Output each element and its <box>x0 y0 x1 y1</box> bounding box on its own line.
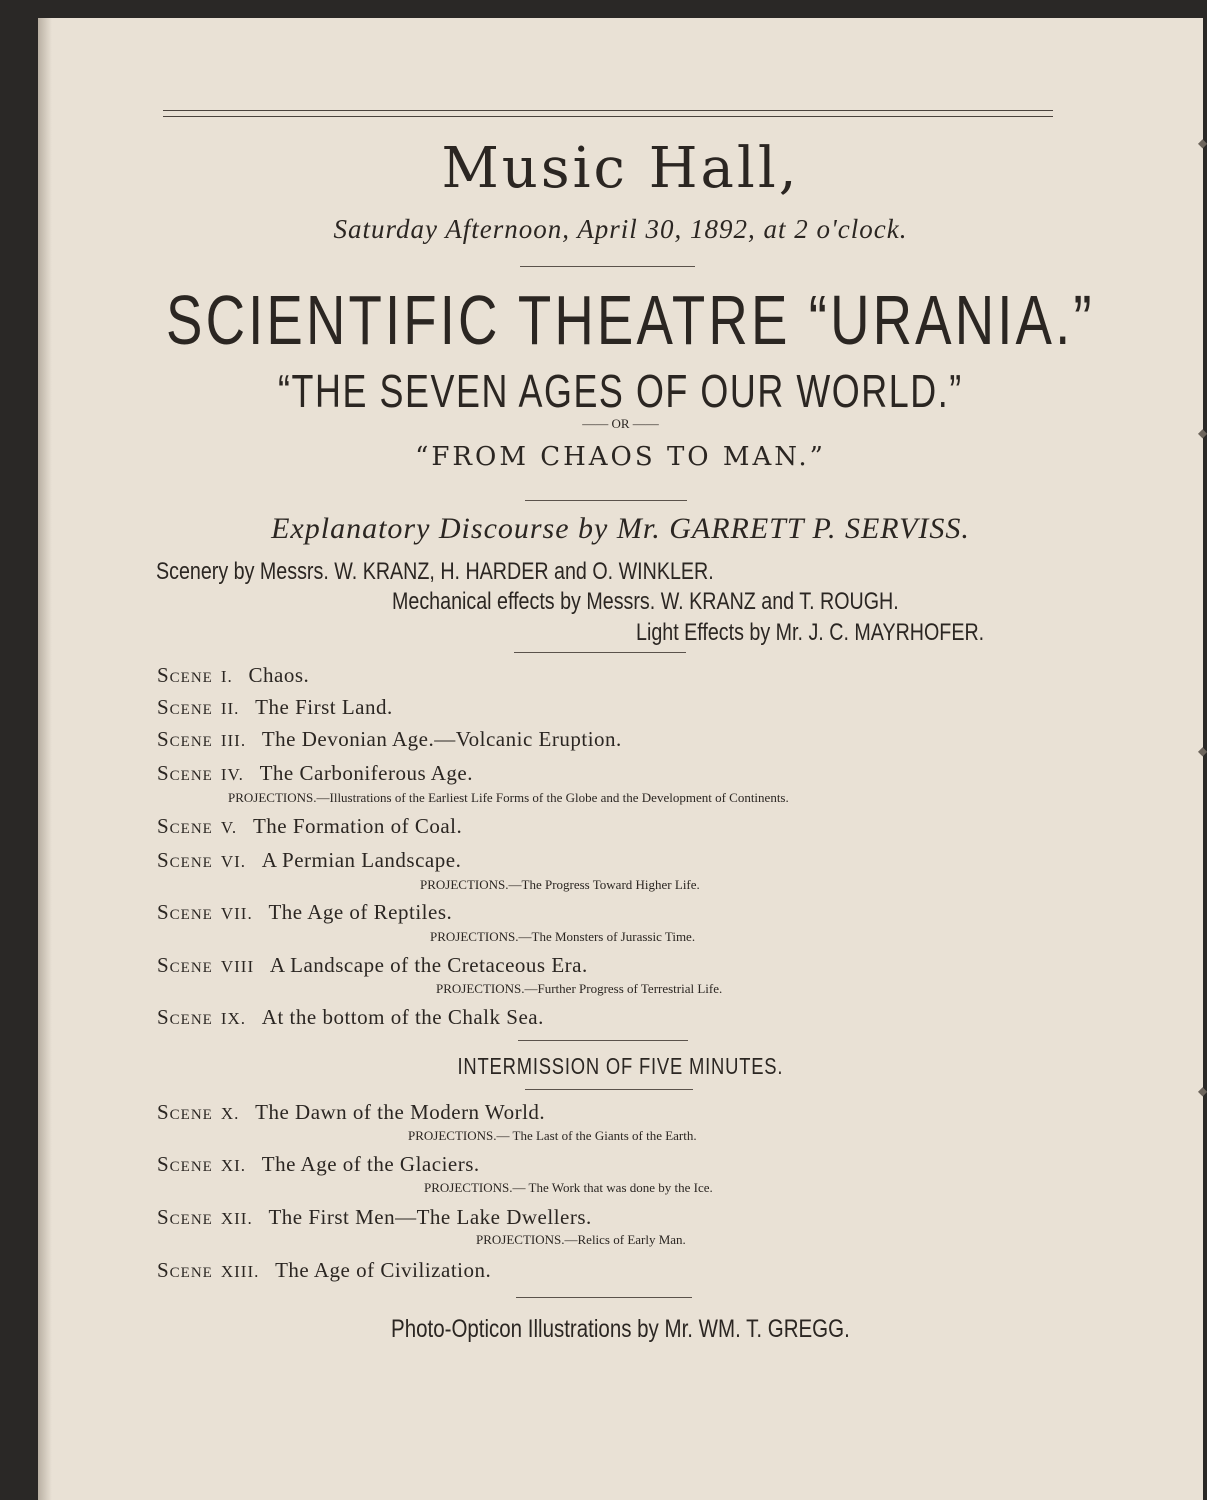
scene-label: Scene <box>157 953 213 977</box>
projection-label: PROJECTIONS. <box>424 1180 513 1195</box>
scene-row <box>157 727 622 752</box>
projection-text: — The Last of the Giants of the Earth. <box>496 1128 697 1143</box>
margin-tab-icon: ◆ <box>1198 1084 1207 1098</box>
top-double-rule <box>163 110 1053 117</box>
scene-name: The First Land. <box>255 695 393 719</box>
scene-row <box>157 814 462 839</box>
margin-tab-icon: ◆ <box>1198 744 1207 758</box>
scene-label: Scene <box>157 1205 213 1229</box>
scene-name: The Age of the Glaciers. <box>261 1152 480 1176</box>
divider <box>514 652 686 653</box>
projection-text: —The Progress Toward Higher Life. <box>508 877 700 892</box>
scene-number: III. <box>220 731 247 750</box>
scene-label: Scene <box>157 1258 213 1282</box>
divider <box>525 500 687 501</box>
scene-label: Scene <box>157 727 213 751</box>
footer-credit: Photo-Opticon Illustrations by Mr. WM. T. GREGG. <box>391 1315 850 1343</box>
light-credit: Light Effects by Mr. J. C. MAYRHOFER. <box>636 619 985 646</box>
projection-label: PROJECTIONS. <box>420 877 509 892</box>
scene-label: Scene <box>157 814 213 838</box>
projection-line <box>228 790 789 806</box>
projection-line <box>436 981 722 997</box>
scene-name: The Carboniferous Age. <box>259 761 473 785</box>
margin-tab-icon: ◆ <box>1198 136 1207 150</box>
scene-name: The First Men—The Lake Dwellers. <box>268 1205 592 1229</box>
scene-number: II. <box>220 699 240 718</box>
intermission-label: INTERMISSION OF FIVE MINUTES. <box>457 1053 784 1079</box>
scene-row <box>157 1258 491 1283</box>
venue-title: Music Hall, <box>441 136 800 201</box>
divider <box>516 1297 692 1298</box>
scene-name: The Age of Civilization. <box>275 1258 492 1282</box>
program-page <box>38 18 1207 1500</box>
divider <box>525 1089 693 1090</box>
scene-name: The Formation of Coal. <box>252 814 463 838</box>
scene-row <box>157 663 309 688</box>
scene-row <box>157 1005 544 1030</box>
divider <box>518 1040 688 1041</box>
scene-number: XI. <box>220 1156 247 1175</box>
scene-label: Scene <box>157 848 213 872</box>
scene-row <box>157 761 473 786</box>
scene-number: IX. <box>220 1009 247 1028</box>
scene-name: The Dawn of the Modern World. <box>255 1100 546 1124</box>
divider <box>520 266 695 267</box>
projection-line <box>430 929 695 945</box>
scene-number: IV. <box>220 765 244 784</box>
discourse-credit: Explanatory Discourse by Mr. GARRETT P. SERVISS. <box>271 512 970 545</box>
scene-row <box>157 900 452 925</box>
scene-name: The Age of Reptiles. <box>268 900 453 924</box>
scene-number: VIII <box>220 957 255 976</box>
projection-line <box>420 877 700 893</box>
scene-label: Scene <box>157 1100 213 1124</box>
scene-label: Scene <box>157 1005 213 1029</box>
projection-line <box>476 1232 686 1248</box>
projection-label: PROJECTIONS. <box>228 790 317 805</box>
projection-text: —The Monsters of Jurassic Time. <box>518 929 696 944</box>
scene-name: Chaos. <box>248 663 310 687</box>
scene-label: Scene <box>157 1152 213 1176</box>
projection-line <box>408 1128 697 1144</box>
scene-row <box>157 1205 592 1230</box>
scene-number: X. <box>220 1104 240 1123</box>
projection-text: —Illustrations of the Earliest Life Forms of the Globe and the Development of Continents. <box>316 790 789 805</box>
scene-number: I. <box>220 667 233 686</box>
mechanical-credit: Mechanical effects by Messrs. W. KRANZ and T. ROUGH. <box>392 588 899 615</box>
show-title: SCIENTIFIC THEATRE “URANIA.” <box>166 281 1095 359</box>
scene-row <box>157 848 461 873</box>
scene-number: VII. <box>220 904 253 923</box>
scene-name: At the bottom of the Chalk Sea. <box>261 1005 544 1029</box>
scenery-credit: Scenery by Messrs. W. KRANZ, H. HARDER and O. WINKLER. <box>156 558 714 585</box>
scene-name: The Devonian Age.—Volcanic Eruption. <box>261 727 622 751</box>
date-line: Saturday Afternoon, April 30, 1892, at 2 o'clock. <box>333 214 908 244</box>
scene-number: XIII. <box>220 1262 260 1281</box>
scene-label: Scene <box>157 761 213 785</box>
scene-label: Scene <box>157 663 213 687</box>
scene-name: A Landscape of the Cretaceous Era. <box>269 953 588 977</box>
scene-row <box>157 953 588 978</box>
or-label: —— OR —— <box>582 416 659 431</box>
scene-row <box>157 695 393 720</box>
scene-label: Scene <box>157 695 213 719</box>
scene-row <box>157 1152 480 1177</box>
scene-name: A Permian Landscape. <box>261 848 462 872</box>
projection-label: PROJECTIONS. <box>408 1128 497 1143</box>
projection-text: —Further Progress of Terrestrial Life. <box>524 981 723 996</box>
projection-label: PROJECTIONS. <box>436 981 525 996</box>
scene-number: V. <box>220 818 238 837</box>
scene-number: XII. <box>220 1209 253 1228</box>
scene-row <box>157 1100 545 1125</box>
projection-text: — The Work that was done by the Ice. <box>512 1180 713 1195</box>
projection-label: PROJECTIONS. <box>430 929 519 944</box>
alt-title: “FROM CHAOS TO MAN.” <box>415 442 826 472</box>
margin-tab-icon: ◆ <box>1198 426 1207 440</box>
projection-line <box>424 1180 713 1196</box>
projection-label: PROJECTIONS. <box>476 1232 565 1247</box>
scene-label: Scene <box>157 900 213 924</box>
projection-text: —Relics of Early Man. <box>564 1232 686 1247</box>
show-subtitle: “THE SEVEN AGES OF OUR WORLD.” <box>278 365 963 417</box>
scene-number: VI. <box>220 852 247 871</box>
